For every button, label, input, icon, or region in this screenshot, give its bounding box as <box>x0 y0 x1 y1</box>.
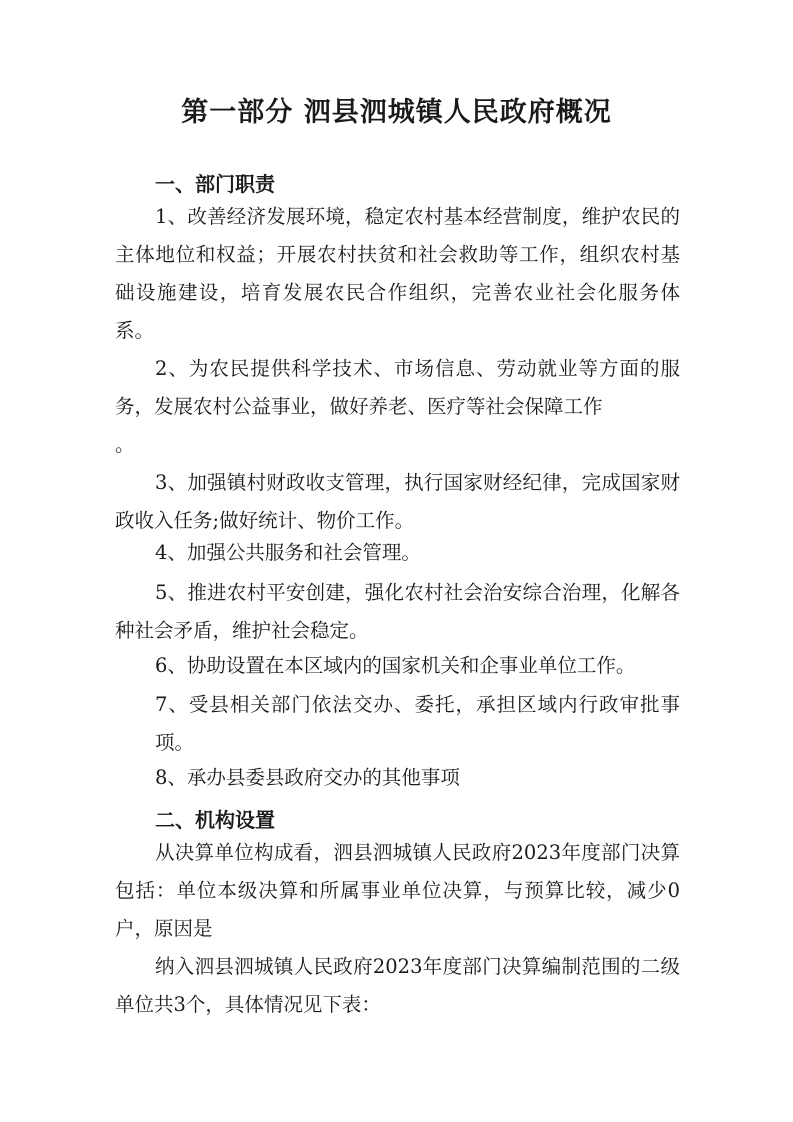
section-heading-organization: 二、机构设置 <box>155 808 275 832</box>
duty-item-7: 7、受县相关部门依法交办、委托，承担区域内行政审批事项。 <box>155 693 680 754</box>
duty-item-6: 6、协助设置在本区域内的国家机关和企事业单位工作。 <box>155 654 636 677</box>
duty-item-2: 2、为农民提供科学技术、市场信息、劳动就业等方面的服务，发展农村公益事业，做好养老、医疗等社会保障工作 <box>115 357 680 418</box>
duty-item-1: 1、改善经济发展环境，稳定农村基本经营制度，维护农民的主体地位和权益；开展农村扶贫和社会救助等工作，组织农村基础设施建设，培育发展农民合作组织，完善农业社会化服务体系。 <box>115 205 680 342</box>
duty-item-3: 3、加强镇村财政收支管理，执行国家财经纪律，完成国家财政收入任务;做好统计、物价工作。 <box>115 471 680 532</box>
duty-item-2-tail: 。 <box>115 433 135 456</box>
section-heading-duties: 一、部门职责 <box>155 172 275 196</box>
duty-item-8: 8、承办县委县政府交办的其他事项 <box>155 766 460 789</box>
organization-paragraph-1: 从决算单位构成看，泗县泗城镇人民政府2023年度部门决算包括：单位本级决算和所属事业单位决算，与预算比较，减少0户，原因是 <box>115 841 680 940</box>
page-title: 第一部分 泗县泗城镇人民政府概况 <box>181 97 612 128</box>
organization-paragraph-2: 纳入泗县泗城镇人民政府2023年度部门决算编制范围的二级单位共3个，具体情况见下表： <box>115 955 680 1016</box>
duty-item-5: 5、推进农村平安创建，强化农村社会治安综合治理，化解各种社会矛盾，维护社会稳定。 <box>115 581 680 642</box>
duty-item-4: 4、加强公共服务和社会管理。 <box>155 541 421 564</box>
